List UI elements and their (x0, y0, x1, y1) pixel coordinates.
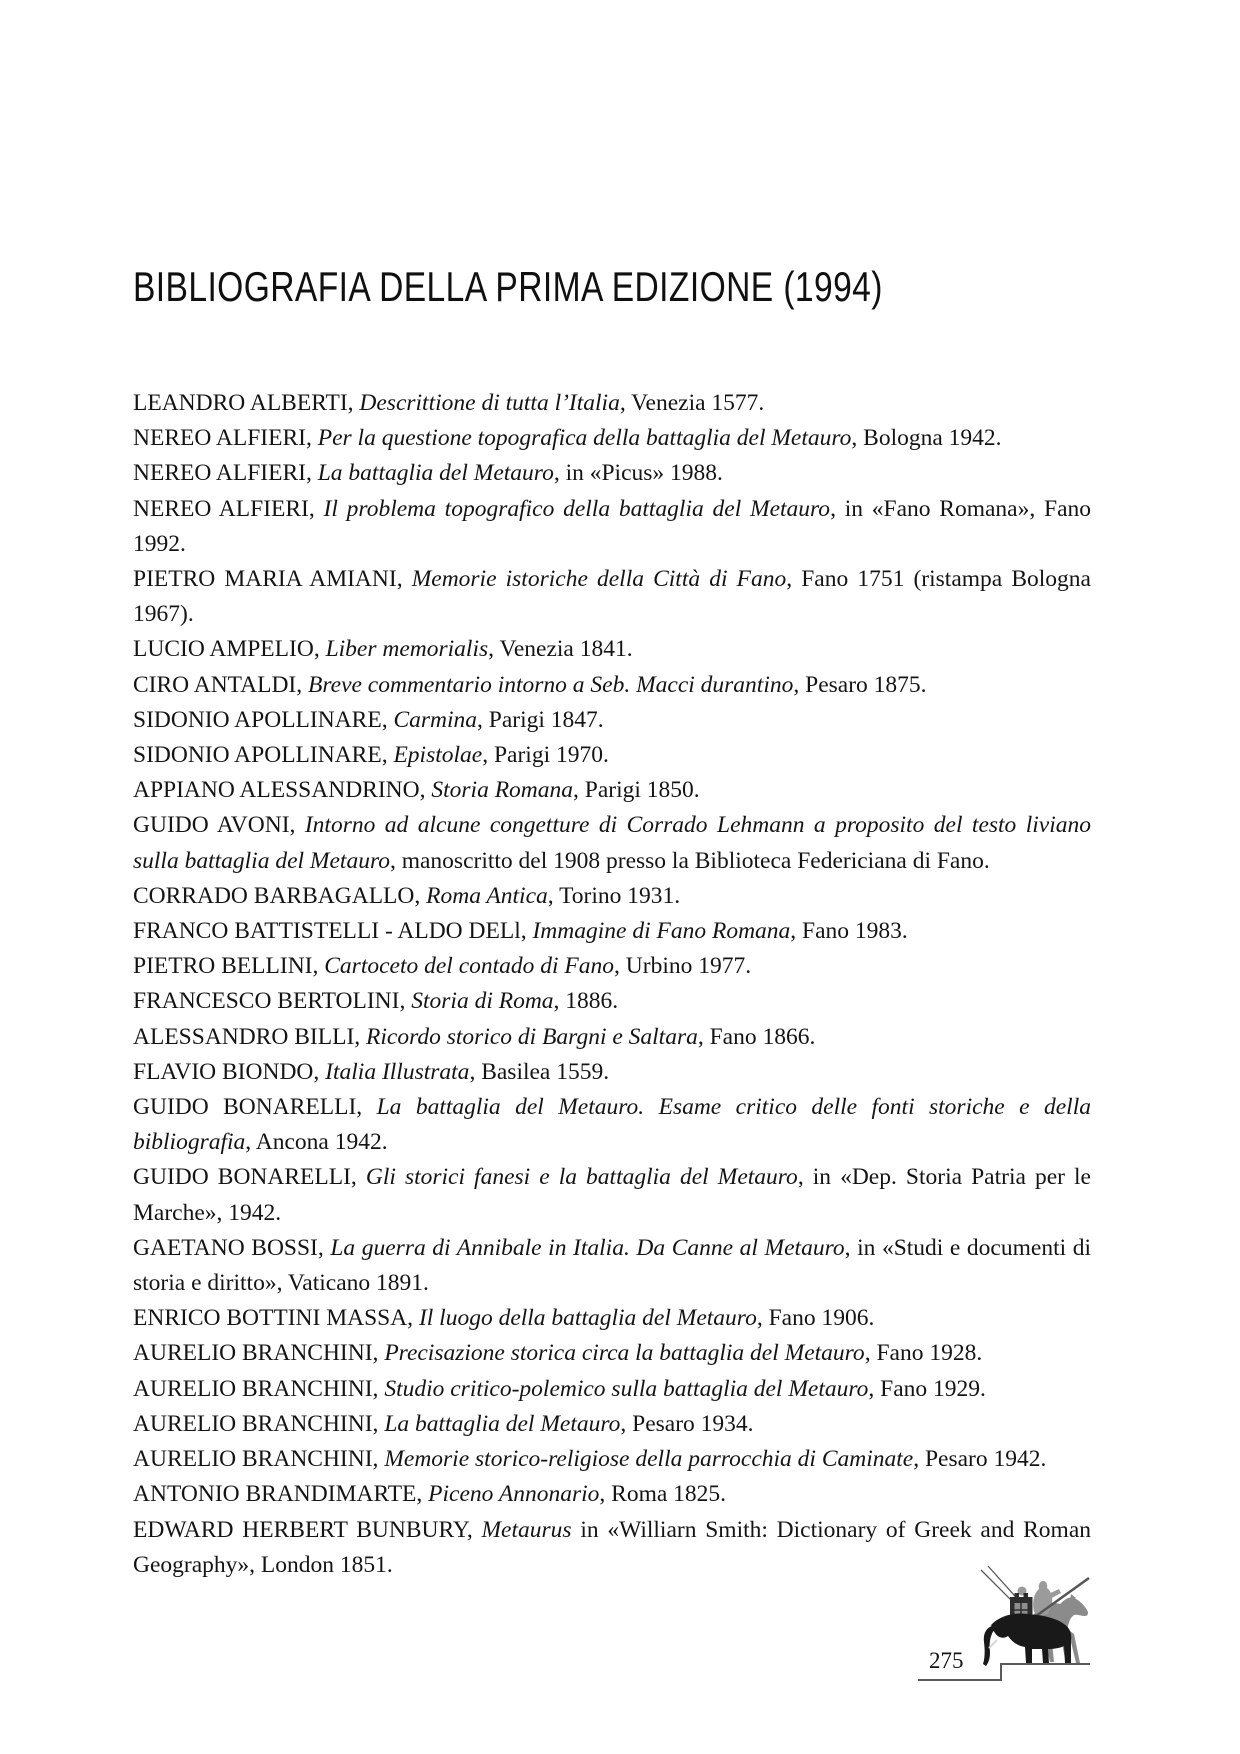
work-title: Immagine di Fano Romana (532, 918, 791, 945)
entry-text: , Ancona 1942. (245, 1129, 388, 1156)
entry-text: , Parigi 1850. (573, 777, 700, 804)
entry-text: ANTONIO BRANDIMARTE, (133, 1481, 429, 1508)
bibliography-entry (133, 879, 1091, 914)
footer-rule-upper (1000, 1663, 1090, 1665)
work-title: La guerra di Annibale in Italia. Da Canne al Metauro (330, 1234, 845, 1261)
war-elephant-with-cavalry-icon (970, 1560, 1100, 1666)
work-title: Italia Illustrata (325, 1058, 470, 1085)
bibliography-entry (133, 1301, 1091, 1336)
entry-text: AURELIO BRANCHINI, (133, 1410, 385, 1437)
entry-text: APPIANO ALESSANDRINO, (133, 777, 432, 804)
entry-text: , Parigi 1847. (477, 706, 604, 733)
entry-text: , in «Dep. Storia Patria per le Marche», 1942. (133, 1164, 1091, 1226)
entry-text: , Roma 1825. (599, 1481, 727, 1508)
page-title: BIBLIOGRAFIA DELLA PRIMA EDIZIONE (1994) (133, 263, 883, 310)
entry-text: , manoscritto del 1908 presso la Biblioteca Federiciana di Fano. (389, 847, 990, 874)
entry-text: PIETRO MARIA AMIANI, (133, 566, 412, 593)
work-title: Gli storici fanesi e la battaglia del Metauro (365, 1164, 798, 1191)
bibliography-entry (133, 773, 1091, 808)
entry-text: AURELIO BRANCHINI, (133, 1340, 385, 1367)
entry-text: , Fano 1906. (756, 1305, 875, 1332)
entry-text: , 1886. (553, 988, 619, 1015)
bibliography-entry (133, 492, 1091, 562)
work-title: Storia di Roma (411, 988, 554, 1015)
elephant-icon (983, 1613, 1071, 1666)
entry-text: PIETRO BELLINI, (133, 953, 325, 980)
bibliography-entry (133, 456, 1091, 491)
entry-text: CORRADO BARBAGALLO, (133, 882, 427, 909)
entry-text: in «Williarn Smith: Dictionary of Greek and Roman Geography», London 1851. (133, 1516, 1091, 1578)
work-title: Ricordo storico di Bargni e Saltara (366, 1023, 698, 1050)
bibliography-entry (133, 421, 1091, 456)
entry-text: , Fano 1983. (790, 918, 908, 945)
entry-text: GAETANO BOSSI, (133, 1234, 331, 1261)
entry-text: SIDONIO APOLLINARE, (133, 742, 394, 769)
tusk-icon (989, 1640, 997, 1648)
bibliography-entry (133, 386, 1091, 421)
entry-text: LEANDRO ALBERTI, (133, 390, 360, 416)
work-title: Per la questione topografica della battaglia del Metauro (317, 425, 852, 452)
bibliography-entry (133, 1442, 1091, 1477)
bibliography-entry (133, 1231, 1091, 1301)
bibliography-entry (133, 1513, 1091, 1583)
entry-text: , Pesaro 1942. (913, 1446, 1047, 1473)
footer-rule-step (1000, 1663, 1002, 1680)
entry-text: CIRO ANTALDI, (133, 671, 309, 698)
entry-text: GUIDO BONARELLI, (133, 1094, 377, 1121)
entry-text: , Torino 1931. (547, 882, 681, 909)
work-title: Precisazione storica circa la battaglia del Metauro (384, 1340, 865, 1367)
bibliography-entry (133, 632, 1091, 667)
bibliography-entry (133, 668, 1091, 703)
work-title: Descrittione di tutta l’Italia (359, 390, 620, 416)
bibliography-entry (133, 1407, 1091, 1442)
bibliography-entry (133, 1477, 1091, 1512)
work-title: Studio critico-polemico sulla battaglia del Metauro (384, 1375, 869, 1402)
work-title: Liber memorialis (325, 636, 489, 663)
entry-text: SIDONIO APOLLINARE, (133, 706, 394, 733)
work-title: Storia Romana (431, 777, 574, 804)
bibliography-entry (133, 1160, 1091, 1230)
entry-text: , in «Studi e documenti di storia e diritto», Vaticano 1891. (133, 1234, 1091, 1297)
work-title: Memorie storico-religiose della parrocchia di Caminate (384, 1446, 914, 1473)
entry-text: , in «Fano Romana», Fano 1992. (133, 495, 1092, 557)
entry-text: , Basilea 1559. (469, 1058, 610, 1085)
bibliography-entry (133, 914, 1091, 949)
entry-text: GUIDO BONARELLI, (133, 1164, 366, 1191)
entry-text: , Venezia 1577. (619, 390, 765, 416)
work-title: Il problema topografico della battaglia del Metauro (323, 495, 831, 522)
entry-text: , in «Picus» 1988. (553, 460, 723, 487)
entry-text: NEREO ALFIERI, (133, 460, 318, 487)
entry-text: ENRICO BOTTINI MASSA, (133, 1305, 419, 1332)
entry-text: , Fano 1866. (697, 1023, 816, 1050)
bibliography-entry (133, 738, 1091, 773)
entry-text: , Fano 1751 (ristampa Bologna 1967). (133, 566, 1091, 628)
work-title: Cartoceto del contado di Fano (324, 953, 615, 980)
work-title: Memorie istoriche della Città di Fano (411, 566, 787, 593)
bibliography-entry (133, 562, 1091, 632)
work-title: Epistolae (393, 742, 483, 769)
entry-text: AURELIO BRANCHINI, (133, 1375, 385, 1402)
bibliography-entry (133, 1372, 1091, 1407)
entry-text: NEREO ALFIERI, (133, 425, 318, 452)
bibliography-entry (133, 1055, 1091, 1090)
entry-text: LUCIO AMPELIO, (133, 636, 326, 663)
bibliography-entry (133, 1090, 1091, 1160)
entry-text: ALESSANDRO BILLI, (133, 1023, 367, 1050)
entry-text: FLAVIO BIONDO, (133, 1058, 326, 1085)
entry-text: , Pesaro 1934. (620, 1410, 754, 1437)
entry-text: , Venezia 1841. (488, 636, 633, 663)
bibliography-entry (133, 1336, 1091, 1371)
work-title: Piceno Annonario (428, 1481, 600, 1508)
entry-text: GUIDO AVONI, (133, 812, 305, 839)
work-title: Intorno ad alcune congetture di Corrado Lehmann a proposito del testo liviano sulla battaglia del Metauro (133, 812, 1091, 874)
entry-text: AURELIO BRANCHINI, (133, 1446, 385, 1473)
bibliography-entry (133, 949, 1091, 984)
entry-text: , Fano 1929. (868, 1375, 986, 1402)
bibliography-entry (133, 1020, 1091, 1055)
work-title: La battaglia del Metauro (384, 1410, 621, 1437)
entry-text: FRANCO BATTISTELLI - ALDO DELl, (133, 918, 533, 945)
bibliography-entry (133, 984, 1091, 1019)
entry-text: , Urbino 1977. (614, 953, 752, 980)
footer-rule-lower (918, 1679, 1002, 1681)
entry-text: FRANCESCO BERTOLINI, (133, 988, 412, 1015)
bibliography-list (133, 386, 1091, 1583)
page-number: 275 (929, 1648, 964, 1673)
bibliography-entry (133, 703, 1091, 738)
entry-text: NEREO ALFIERI, (133, 495, 324, 522)
bibliography-entry (133, 808, 1091, 878)
entry-text: , Pesaro 1875. (793, 671, 927, 698)
entry-text: , Parigi 1970. (482, 742, 609, 769)
work-title: Il luogo della battaglia del Metauro (418, 1305, 757, 1332)
work-title: Carmina (393, 706, 478, 733)
work-title: La battaglia del Metauro (317, 460, 554, 487)
work-title: La battaglia del Metauro. Esame critico delle fonti storiche e della bibliografia (133, 1094, 1091, 1156)
work-title: Roma Antica (426, 882, 548, 909)
work-title: Breve commentario intorno a Seb. Macci durantino (308, 671, 794, 698)
work-title: Metaurus (481, 1516, 572, 1543)
entry-text: EDWARD HERBERT BUNBURY, (133, 1516, 482, 1543)
entry-text: , Bologna 1942. (851, 425, 1002, 452)
entry-text: , Fano 1928. (864, 1340, 983, 1367)
